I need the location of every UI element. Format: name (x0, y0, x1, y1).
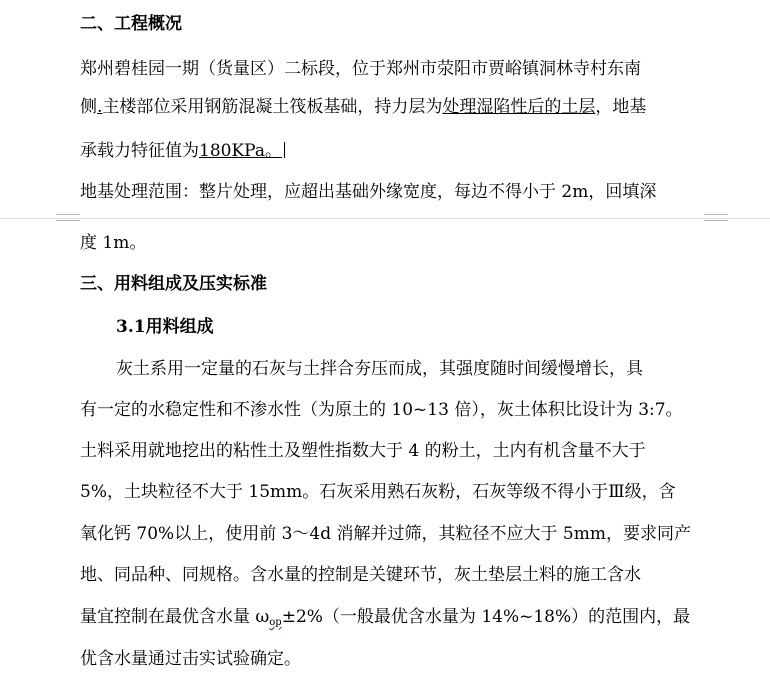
sub-heading-materials-composition: 3.1用料组成 (116, 317, 214, 337)
paragraph-line: 5%，土块粒径不大于 15mm。石灰采用熟石灰粉，石灰等级不得小于Ⅲ级，含 (80, 482, 676, 502)
subscript-op: op (269, 617, 282, 628)
text-fragment: ，地基 (595, 97, 647, 117)
paragraph-line: 灰土系用一定量的石灰与土拌合夯压而成，其强度随时间缓慢增长，具 (116, 359, 643, 379)
paragraph-line: 郑州碧桂园一期（货量区）二标段，位于郑州市荥阳市贾峪镇洞林寺村东南 (80, 59, 641, 79)
paragraph-line: 优含水量通过击实试验确定。 (80, 649, 301, 669)
paragraph-line (80, 605, 690, 632)
page-break-line (0, 218, 770, 219)
page-margin-marker (56, 214, 80, 222)
bearing-capacity-value: 180KPa。 (199, 141, 282, 161)
text-fragment: 主楼部位采用钢筋混凝土筏板基础，持力层为 (102, 97, 443, 117)
paragraph-line: 土料采用就地挖出的粘性土及塑性指数大于 4 的粉土，土内有机含量不大于 (80, 441, 646, 461)
text-cursor (284, 142, 285, 158)
section-heading-materials: 三、用料组成及压实标准 (80, 274, 267, 294)
paragraph-line: 氧化钙 70%以上，使用前 3～4d 消解并过筛，其粒径不应大于 5mm，要求同产 (80, 524, 691, 544)
section-heading-project-overview: 二、工程概况 (80, 14, 182, 34)
paragraph-line (80, 95, 646, 119)
paragraph-line (80, 139, 285, 163)
text-fragment: ±2%（一般最优含水量为 14%~18%）的范围内，最 (281, 607, 691, 627)
paragraph-line: 地、同品种、同规格。含水量的控制是关键环节，灰土垫层土料的施工含水 (80, 565, 641, 585)
text-fragment: 侧 (80, 97, 97, 117)
text-fragment: 承载力特征值为 (80, 141, 199, 161)
paragraph-line: 有一定的水稳定性和不渗水性（为原土的 10~13 倍），灰土体积比设计为 3:7。 (80, 400, 683, 420)
underlined-text: 处理湿陷性后的土层 (442, 97, 596, 117)
page-margin-marker (704, 214, 728, 222)
paragraph-line: 度 1m。 (80, 233, 147, 253)
text-fragment: 量宜控制在最优含水量 ω (80, 607, 270, 627)
period-mark: . (97, 97, 103, 117)
paragraph-line: 地基处理范围：整片处理，应超出基础外缘宽度，每边不得小于 2m，回填深 (80, 182, 657, 202)
